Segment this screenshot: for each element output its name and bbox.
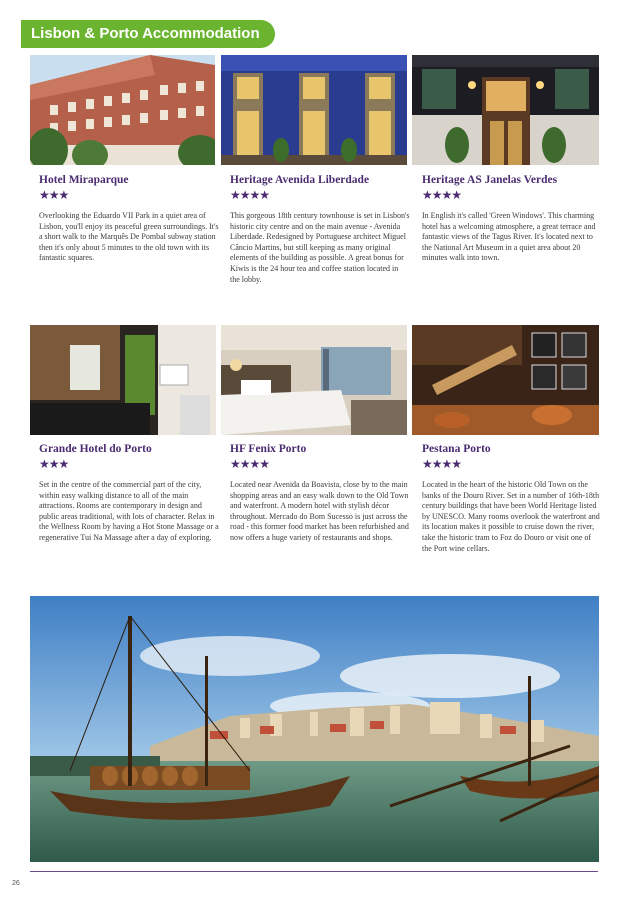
star-rating: ★★★ xyxy=(39,188,69,202)
hotel-card xyxy=(230,173,410,285)
porto-river-photo xyxy=(30,596,599,862)
star-rating: ★★★ xyxy=(39,457,69,471)
hotel-description: Located near Avenida da Boavista, close by to the main shopping areas and an easy walk down to the Old Town and waterfront. A modern hotel with stylish décor throughout. Mercado do Bom Sucesso is just across the road - this former food market has been refurbished and now offers a huge variety of restaurants and shops. xyxy=(230,480,409,542)
hotel-description: Located in the heart of the historic Old Town on the banks of the Douro River. Set in a number of 16th-18th century buildings that have been World Heritage listed by UNESCO. Many rooms overlook the waterfront and its location makes it possible to cruise down the river, take the historic tram to Foz do Douro or visit one of the Port wine cellars. xyxy=(422,480,600,553)
pestana-porto-photo xyxy=(412,325,599,435)
hotel-card xyxy=(230,442,410,544)
hotel-description: Overlooking the Eduardo VII Park in a quiet area of Lisbon, you'll enjoy its peaceful green surroundings. It's a short walk to the Marquês De Pombal subway station then it's only about 5 minutes to the old town with its fantastic squares. xyxy=(39,211,219,263)
hotel-card xyxy=(422,173,602,264)
star-rating: ★★★★ xyxy=(230,188,270,202)
hotel-name: Hotel Miraparque xyxy=(39,174,129,186)
hf-fenix-photo xyxy=(221,325,407,435)
section-header xyxy=(21,20,275,48)
star-rating: ★★★★ xyxy=(230,457,270,471)
hotel-card xyxy=(39,442,219,544)
section-title: Lisbon & Porto Accommodation xyxy=(31,25,260,42)
heritage-avenida-photo xyxy=(221,55,407,165)
hotel-card xyxy=(39,173,219,264)
grande-hotel-photo xyxy=(30,325,216,435)
hotel-description: This gorgeous 18th century townhouse is set in Lisbon's historic city centre and on the main avenue - Avenida Liberdade. Redesigned by Portuguese architect Miguel Câncio Martins, but still keeping as many original elements of the building as possible. A great bonus for Kiwis is the 24 hour tea and coffee station located in the lobby. xyxy=(230,211,410,284)
hotel-name: Heritage AS Janelas Verdes xyxy=(422,174,558,186)
hotel-name: Heritage Avenida Liberdade xyxy=(230,174,370,186)
hotel-name: Pestana Porto xyxy=(422,443,491,455)
hotel-miraparque-photo xyxy=(30,55,215,165)
page-number: 26 xyxy=(12,880,20,887)
hotel-name: HF Fenix Porto xyxy=(230,443,307,455)
heritage-janelas-photo xyxy=(412,55,599,165)
footer-divider xyxy=(30,871,598,872)
hotel-name: Grande Hotel do Porto xyxy=(39,443,152,455)
hotel-card xyxy=(422,442,602,554)
hotel-description: In English it's called 'Green Windows'. This charming hotel has a welcoming atmosphere, a great terrace and fantastic views of the Tagus River. It's located next to the National Art Museum in a quiet area about 20 minutes walk into town. xyxy=(422,211,596,263)
hotel-description: Set in the centre of the commercial part of the city, within easy walking distance to all of the main attractions. Rooms are contemporary in design and public areas traditional, with lots of character. Relax in the Wellness Room by having a Hot Stone Massage or a regenerative Tui Na Massage after a day of exploring. xyxy=(39,480,219,542)
star-rating: ★★★★ xyxy=(422,188,462,202)
star-rating: ★★★★ xyxy=(422,457,462,471)
